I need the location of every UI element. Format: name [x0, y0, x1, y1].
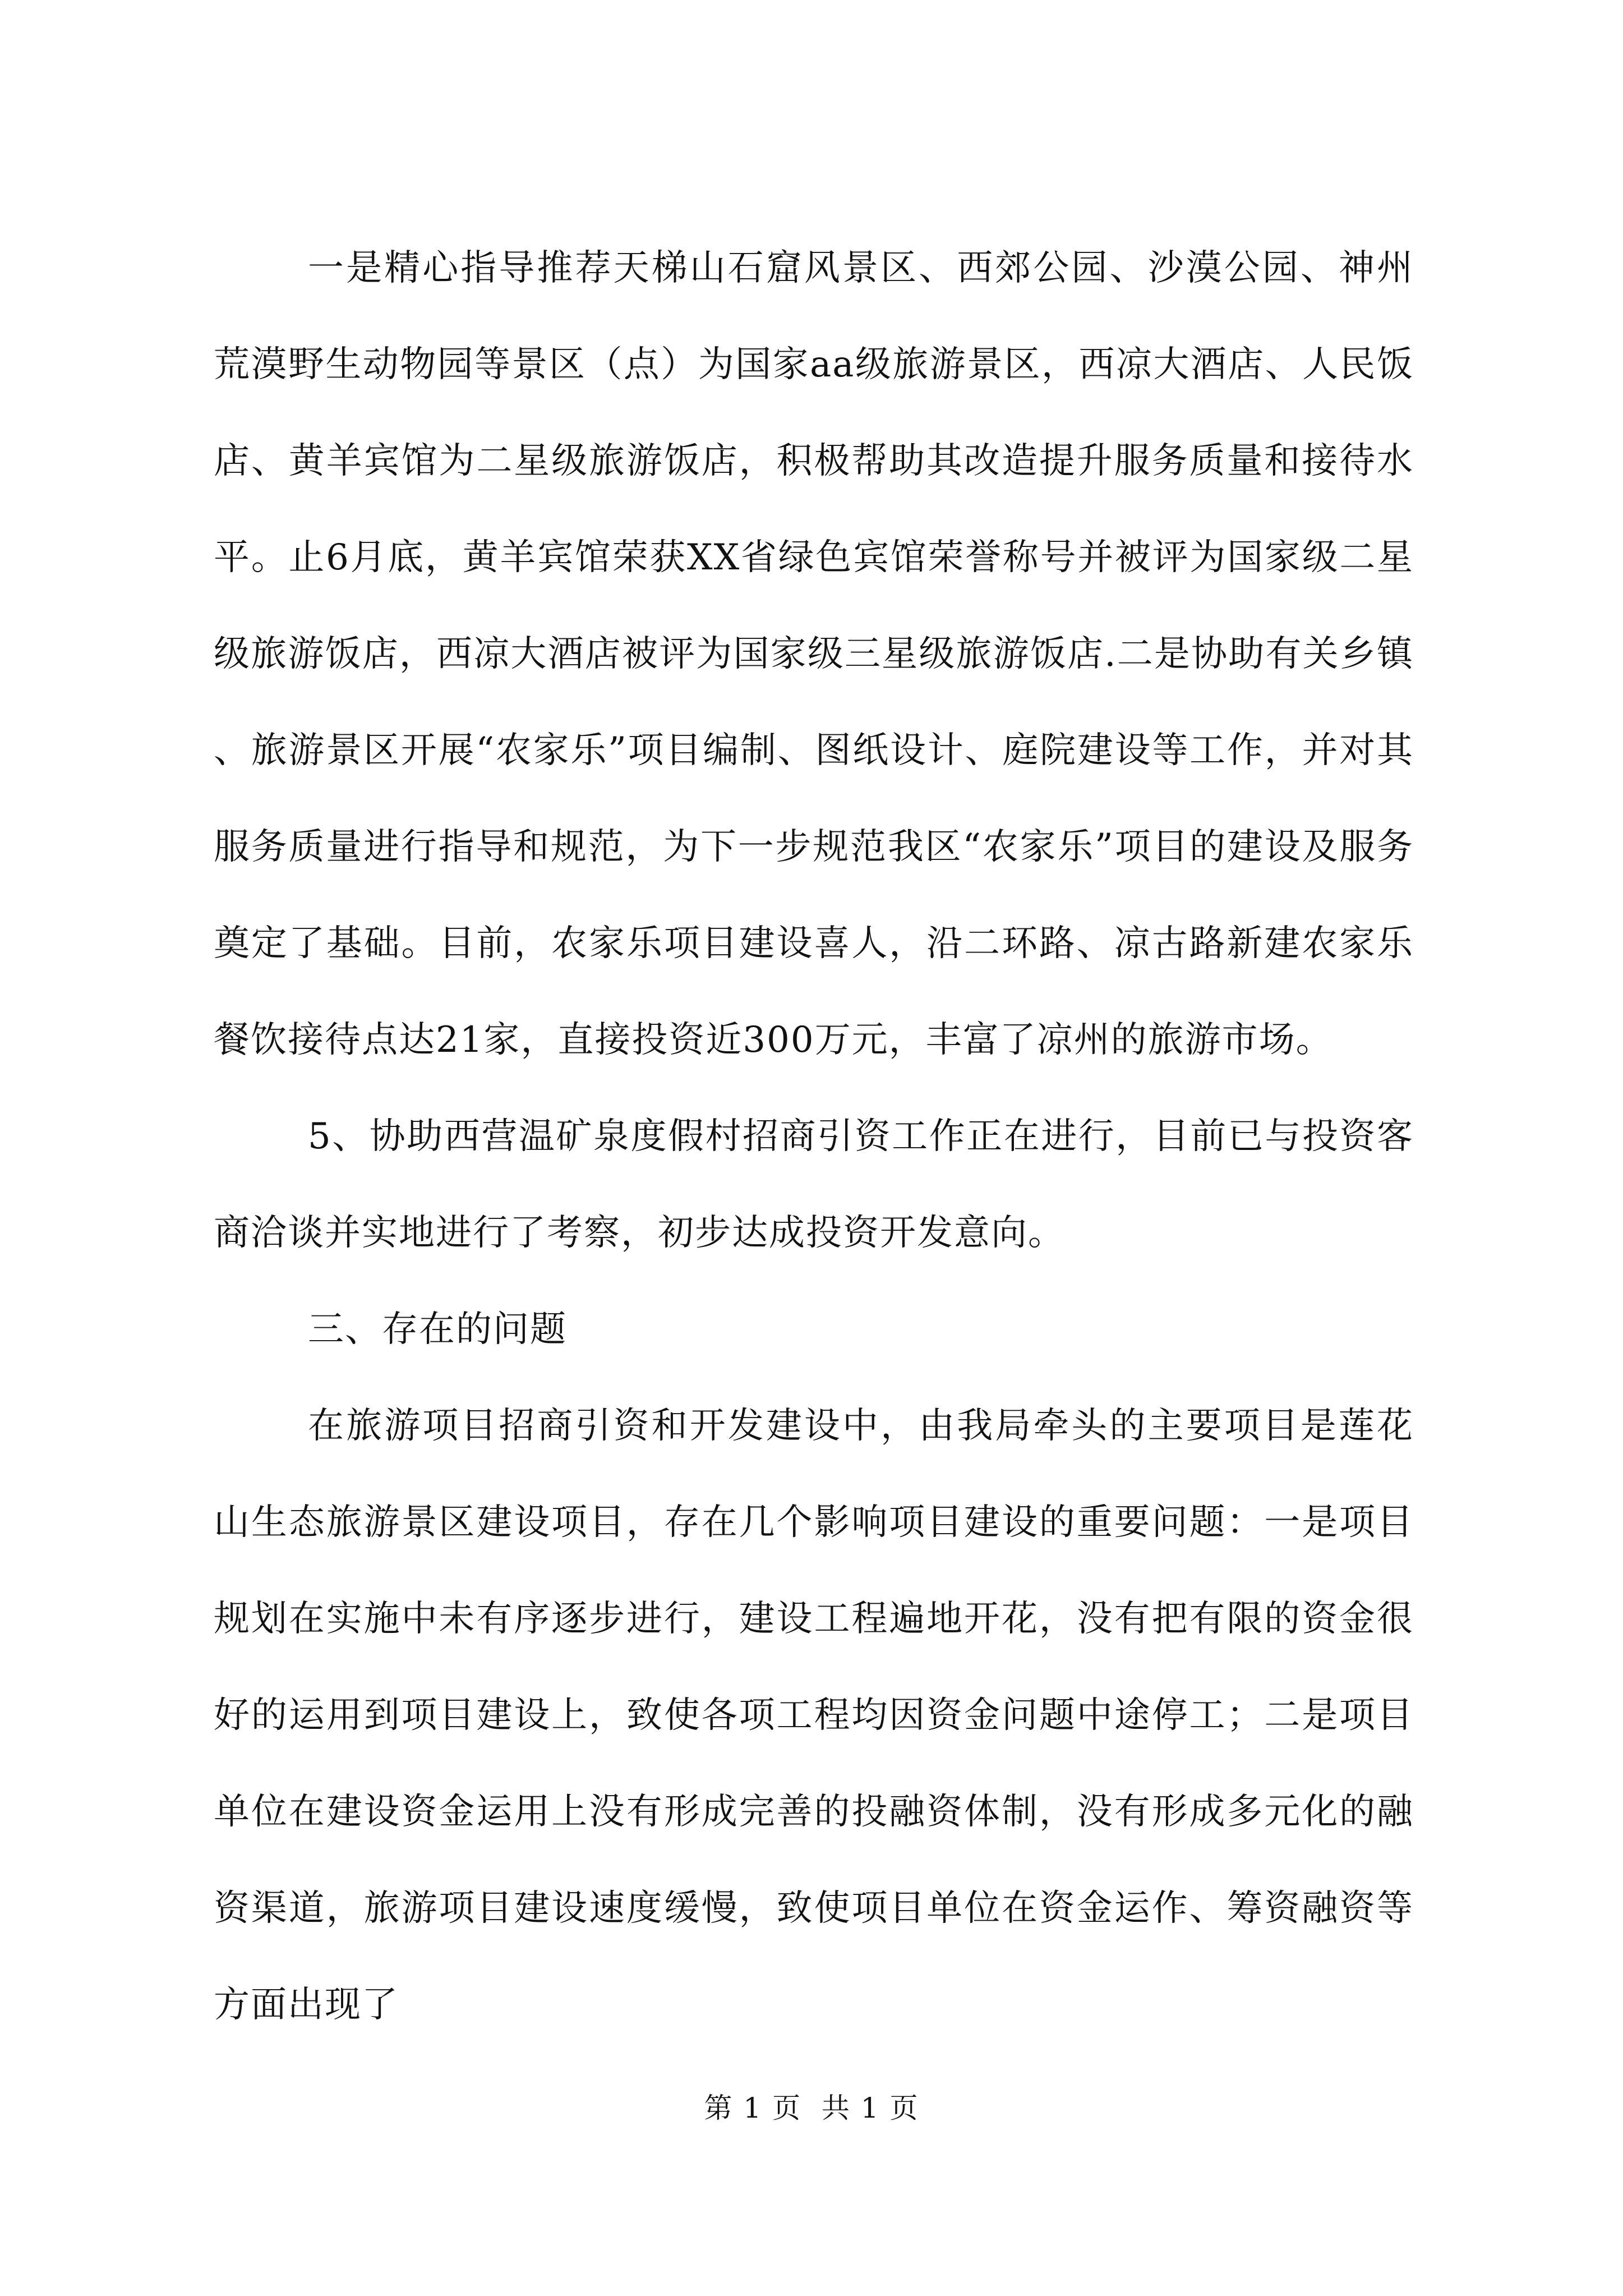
- document-body: [214, 220, 1414, 2053]
- paragraph-project-problems: 在旅游项目招商引资和开发建设中，由我局牵头的主要项目是莲花山生态旅游景区建设项目，存在几个影响项目建设的重要问题：一是项目规划在实施中未有序逐步进行，建设工程遍地开花，没有把有限的资金很好的运用到项目建设上，致使各项工程均因资金问题中途停工；二是项目单位在建设资金运用上没有形成完善的投融资体制，没有形成多元化的融资渠道，旅游项目建设速度缓慢，致使项目单位在资金运作、筹资融资等方面出现了: [214, 1405, 1414, 2026]
- paragraph-tourism-guidance: 一是精心指导推荐天梯山石窟风景区、西郊公园、沙漠公园、神州荒漠野生动物园等景区（点）为国家aa级旅游景区，西凉大酒店、人民饭店、黄羊宾馆为二星级旅游饭店，积极帮助其改造提升服务质量和接待水平。止6月底，黄羊宾馆荣获XX省绿色宾馆荣誉称号并被评为国家级二星级旅游饭店，西凉大酒店被评为国家级三星级旅游饭店.二是协助有关乡镇、旅游景区开展“农家乐”项目编制、图纸设计、庭院建设等工作，并对其服务质量进行指导和规范，为下一步规范我区“农家乐”项目的建设及服务奠定了基础。目前，农家乐项目建设喜人，沿二环路、凉古路新建农家乐餐饮接待点达21家，直接投资近300万元，丰富了凉州的旅游市场。: [214, 247, 1414, 1061]
- section-heading-problems: 三、存在的问题: [308, 1309, 567, 1350]
- page-number-label: 第 1 页 共 1 页: [704, 2092, 919, 2124]
- paragraph-resort-investment: 5、协助西营温矿泉度假村招商引资工作正在进行，目前已与投资客商洽谈并实地进行了考察，初步达成投资开发意向。: [214, 1116, 1414, 1254]
- page-footer: [0, 2091, 1623, 2125]
